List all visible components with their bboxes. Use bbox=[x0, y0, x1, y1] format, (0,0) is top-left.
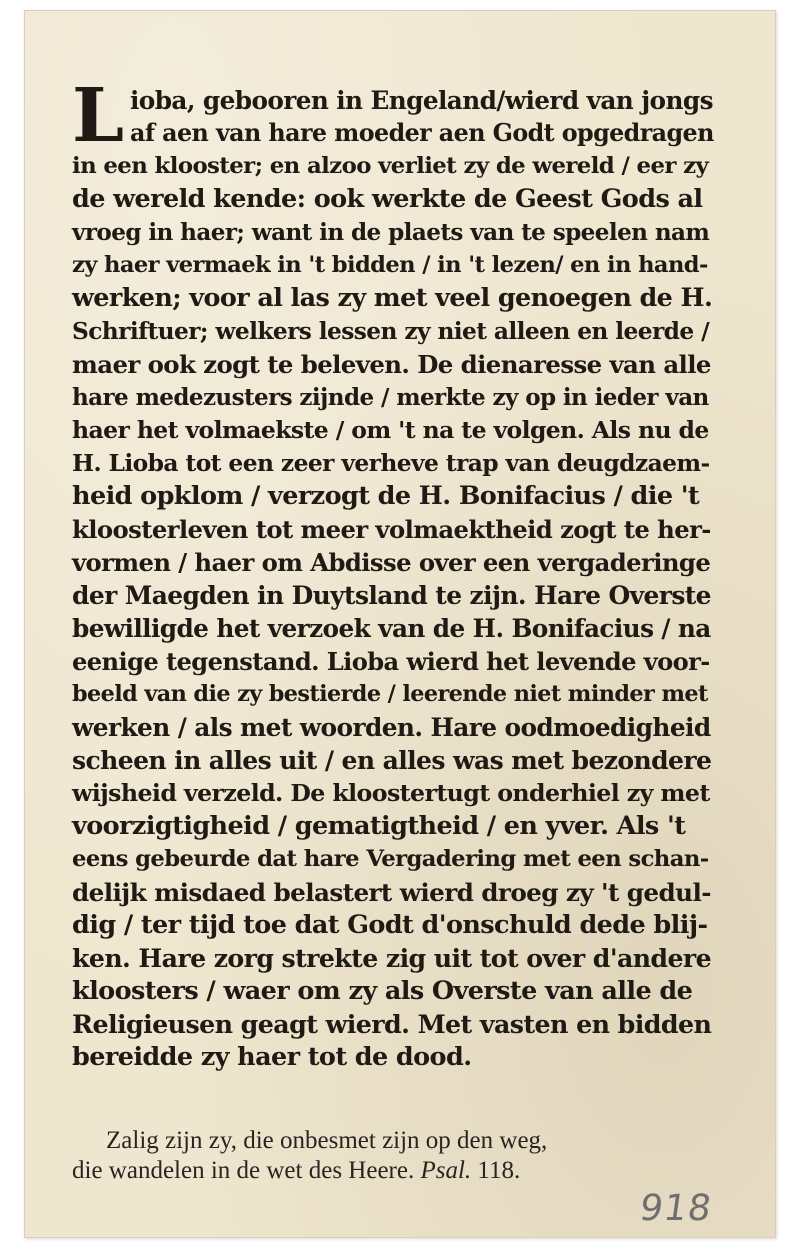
text-line: kloosters / waer om zy als Overste van alle de bbox=[72, 976, 693, 1006]
text-line: wijsheid verzeld. De kloostertugt onderhiel zy met bbox=[72, 779, 710, 807]
text-line: der Maegden in Duytsland te zijn. Hare Overste bbox=[72, 581, 711, 610]
text-line: vormen / haer om Abdisse over een vergaderinge bbox=[72, 548, 711, 577]
text-line: maer ook zogt te beleven. De dienaresse van alle bbox=[72, 350, 711, 379]
text-line: werken / als met woorden. Hare oodmoedigheid bbox=[72, 713, 711, 742]
text-line: ken. Hare zorg strekte zig uit tot over d'andere bbox=[72, 943, 712, 973]
text-line: bewilligde het verzoek van de H. Bonifacius / na bbox=[72, 614, 711, 643]
verse-reference-number: 118. bbox=[477, 1157, 521, 1184]
text-line: delijk misdaed belastert wierd droeg zy 't gedul- bbox=[72, 878, 711, 907]
text-line: vroeg in haer; want in de plaets van te speelen nam bbox=[72, 219, 710, 246]
text-line: kloosterleven tot meer volmaektheid zogt te her- bbox=[72, 515, 711, 544]
text-line: eens gebeurde dat hare Vergadering met een schan- bbox=[72, 846, 709, 872]
text-line: in een klooster; en alzoo verliet zy de wereld / eer zy bbox=[72, 153, 709, 179]
text-line: ioba, gebooren in Engeland/wierd van jongs bbox=[130, 86, 713, 115]
text-line: haer het volmaekste / om 't na te volgen. Als nu de bbox=[72, 416, 709, 444]
text-line: af aen van hare moeder aen Godt opgedragen bbox=[130, 119, 714, 147]
text-line: beeld van die zy bestierde / leerende niet minder met bbox=[72, 681, 708, 707]
text-line: de wereld kende: ook werkte de Geest Gods al bbox=[72, 184, 703, 214]
verse-line-text: die wandelen in de wet des Heere. bbox=[72, 1157, 415, 1184]
text-line: scheen in alles uit / en alles was met bezondere bbox=[72, 745, 712, 775]
body-text bbox=[72, 84, 712, 1074]
text-line: werken; voor al las zy met veel genoegen de H. bbox=[72, 283, 713, 313]
text-line: H. Lioba tot een zeer verheve trap van deugdzaem- bbox=[72, 449, 710, 477]
verse-line-with-reference bbox=[72, 1156, 712, 1186]
verse-line: Zalig zijn zy, die onbesmet zijn op den weg, bbox=[106, 1127, 548, 1154]
verse-reference-book: Psal. bbox=[420, 1157, 472, 1184]
handwritten-number: 918 bbox=[637, 1188, 715, 1229]
text-line: bereidde zy haer tot de dood. bbox=[72, 1042, 472, 1072]
text-line: eenige tegenstand. Lioba wierd het levende voor- bbox=[72, 647, 710, 676]
text-line: zy haer vermaek in 't bidden / in 't lezen/ en in hand- bbox=[72, 252, 708, 278]
drop-cap: L bbox=[72, 73, 125, 159]
text-line: heid opklom / verzogt de H. Bonifacius / die 't bbox=[72, 481, 700, 511]
scripture-verse bbox=[72, 1126, 712, 1186]
text-line: voorzigtigheid / gematigtheid / en yver. Als 't bbox=[72, 811, 686, 841]
text-line: hare medezusters zijnde / merkte zy op in ieder van bbox=[72, 384, 709, 411]
text-line: Religieusen geagt wierd. Met vasten en bidden bbox=[72, 1009, 712, 1039]
text-line: dig / ter tijd toe dat Godt d'onschuld dede blij- bbox=[72, 910, 708, 940]
text-line: Schriftuer; welkers lessen zy niet alleen en leerde / bbox=[72, 318, 709, 345]
